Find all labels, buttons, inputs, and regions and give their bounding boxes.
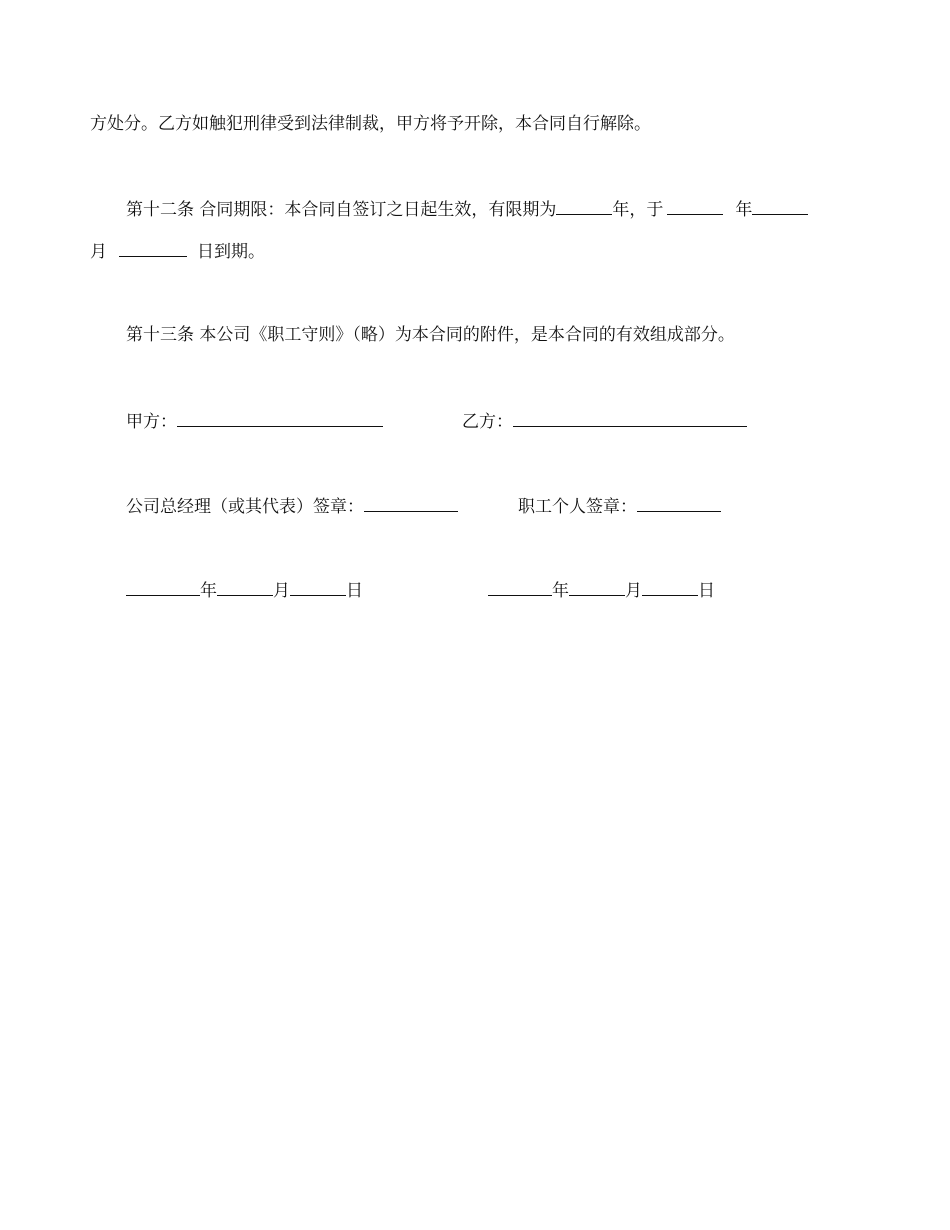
party-a-date-month: 月 <box>273 581 290 601</box>
article-12-day-unit: 日到期。 <box>197 242 265 262</box>
expiry-year-blank <box>667 198 723 215</box>
party-a-blank <box>177 410 383 427</box>
party-a-date-year: 年 <box>200 581 217 601</box>
party-a-date-month-blank <box>217 579 273 596</box>
party-a-date-year-blank <box>126 579 200 596</box>
party-a-date-line <box>126 579 363 601</box>
party-a-date-day: 日 <box>346 581 363 601</box>
paragraph-continuation-text: 方处分。乙方如触犯刑律受到法律制裁，甲方将予开除，本合同自行解除。 <box>90 114 651 134</box>
manager-sign-line <box>126 495 458 517</box>
party-b-date-year: 年 <box>552 581 569 601</box>
paragraph-continuation <box>90 113 651 135</box>
party-b-date-day: 日 <box>698 581 715 601</box>
party-b-date-month-blank <box>569 579 625 596</box>
party-b-date-line <box>488 579 715 601</box>
party-a-line <box>126 410 383 432</box>
article-12-prefix: 第十二条 合同期限：本合同自签订之日起生效，有限期为 <box>126 200 557 220</box>
article-12-line-2 <box>90 240 265 262</box>
party-b-date-day-blank <box>642 579 698 596</box>
party-b-date-month: 月 <box>625 581 642 601</box>
article-12-month-unit: 月 <box>90 242 107 262</box>
party-b-date-year-blank <box>488 579 552 596</box>
article-12-year-unit: 年，于 <box>612 200 664 220</box>
employee-sign-line <box>518 495 721 517</box>
expiry-month-blank-a <box>752 198 808 215</box>
term-years-blank <box>556 198 612 215</box>
manager-sign-blank <box>364 495 458 512</box>
article-12-year-unit-2: 年 <box>735 200 753 220</box>
party-a-date-day-blank <box>290 579 346 596</box>
manager-sign-label: 公司总经理（或其代表）签章： <box>126 497 364 517</box>
party-b-label: 乙方： <box>462 412 513 432</box>
party-b-blank <box>513 410 747 427</box>
employee-sign-label: 职工个人签章： <box>518 497 637 517</box>
expiry-month-blank-b <box>119 240 187 257</box>
article-13-text: 第十三条 本公司《职工守则》（略）为本合同的附件，是本合同的有效组成部分。 <box>126 325 735 345</box>
party-a-label: 甲方： <box>126 412 177 432</box>
party-b-line <box>462 410 747 432</box>
article-12-line-1 <box>126 198 808 220</box>
employee-sign-blank <box>637 495 721 512</box>
article-13 <box>126 324 735 346</box>
